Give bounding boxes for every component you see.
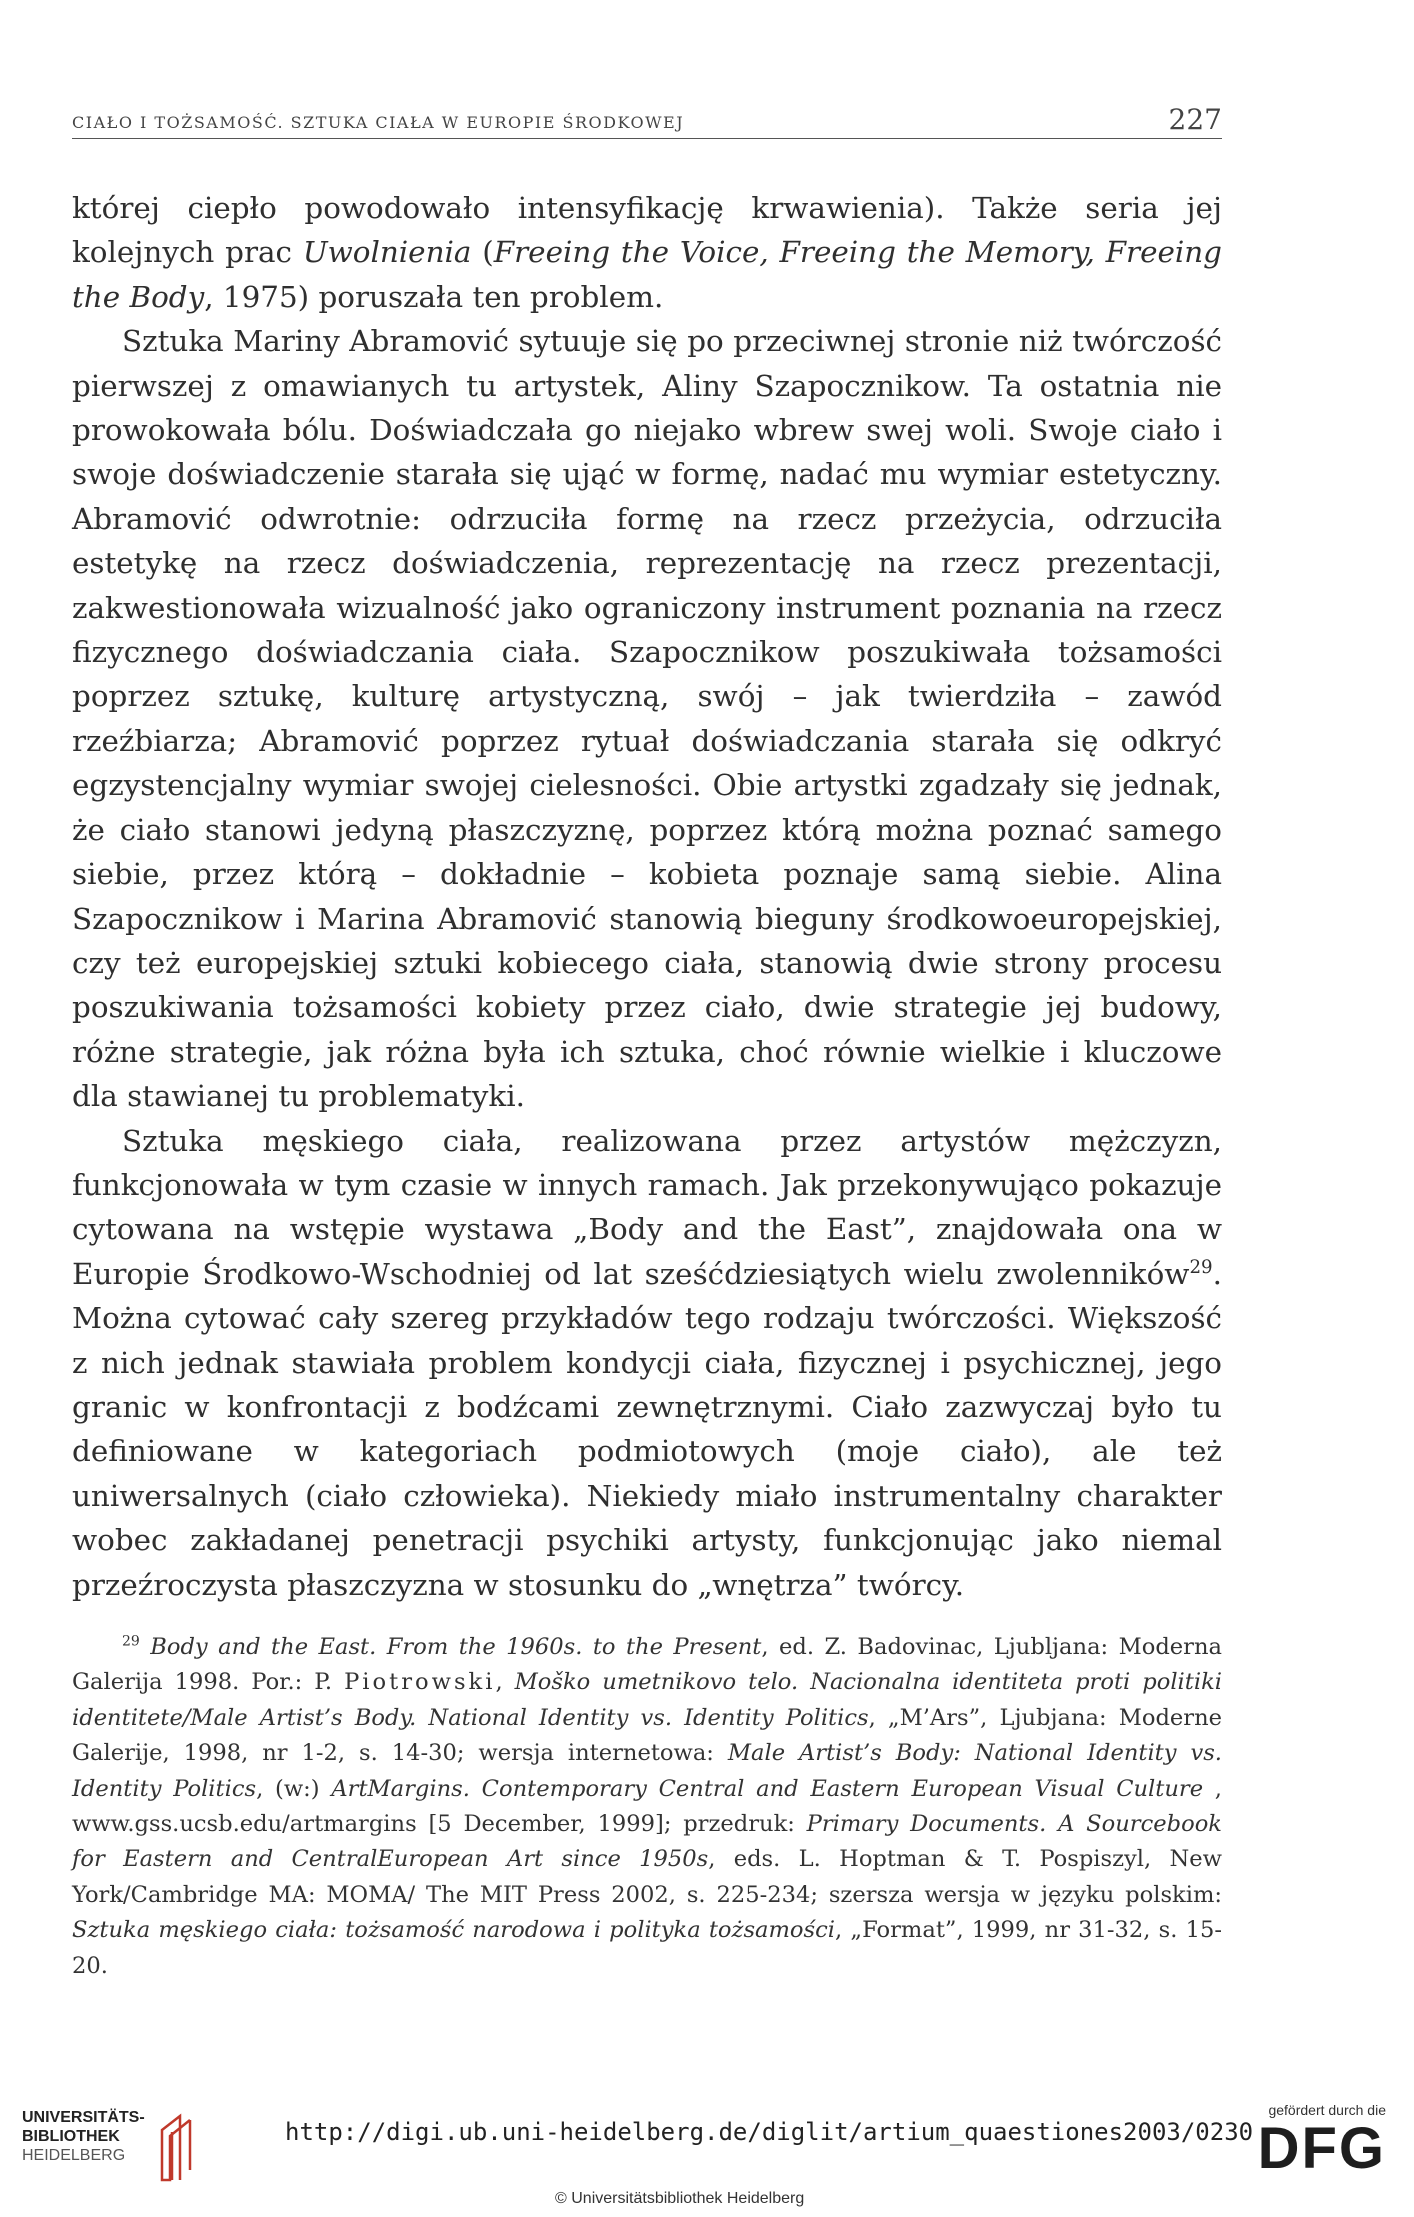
paragraph-1 bbox=[72, 186, 1222, 319]
library-name-line: UNIVERSITÄTS- bbox=[22, 2109, 145, 2126]
library-emblem-icon bbox=[150, 2110, 202, 2186]
text-run: , ed. Z. Badovinac, Ljubljana: Moderna Galerija 1998. Por.: P. bbox=[72, 1634, 1222, 1696]
italic-title: ArtMargins. Contemporary Central and Eastern European Visual Culture bbox=[331, 1775, 1204, 1802]
author-name: Piotrowski bbox=[344, 1669, 496, 1696]
page-number: 227 bbox=[1168, 103, 1222, 136]
footnote-29 bbox=[72, 1630, 1222, 1984]
main-text bbox=[72, 186, 1222, 1607]
text-run: , www.gss.ucsb.edu/artmargins [5 December, 1999]; przedruk: bbox=[72, 1775, 1222, 1838]
library-name-line: HEIDELBERG bbox=[22, 2147, 126, 2164]
text-run: , „Format”, 1999, nr 31-32, s. 15-20. bbox=[72, 1917, 1222, 1979]
paragraph-2: Sztuka Mariny Abramović sytuuje się po przeciwnej stronie niż twórczość pierwszej z omawianych tu artystek, Aliny Szapocznikow. Ta ostatnia nie prowokowała bólu. Doświadczała go niejako wbrew swej woli. Swoje ciało i swoje doświadczenie starała się ująć w formę, nadać mu wymiar estetyczny. Abramović odwrotnie: odrzuciła formę na rzecz przeżycia, odrzuciła estetykę na rzecz doświadczenia, reprezentację na rzecz prezentacji, zakwestionowała wizualność jako ograniczony instrument poznania na rzecz fizycznego doświadczania ciała. Szapocznikow poszukiwała tożsamości poprzez sztukę, kulturę artystyczną, swój – jak twierdziła – zawód rzeźbiarza; Abramović poprzez rytuał doświadczania starała się odkryć egzystencjalny wymiar swojej cielesności. Obie artystki zgadzały się jednak, że ciało stanowi jedyną płaszczyznę, poprzez którą można poznać samego siebie, przez którą – dokładnie – kobieta poznaje samą siebie. Alina Szapocznikow i Marina Abramović stanowią bieguny środkowoeuropejskiej, czy też europejskiej sztuki kobiecego ciała, stanowią dwie strony procesu poszukiwania tożsamości kobiety przez ciało, dwie strategie jej budowy, różne strategie, jak różna była ich sztuka, choć równie wielkie i kluczowe dla stawianej tu problematyki. bbox=[72, 324, 1222, 1114]
italic-title: Primary Documents. A Sourcebook for Eastern and CentralEuropean Art since 1950s bbox=[72, 1811, 1222, 1873]
running-head: CIAŁO I TOŻSAMOŚĆ. SZTUKA CIAŁA W EUROPIE ŚRODKOWEJ bbox=[72, 113, 685, 132]
library-logo[interactable] bbox=[22, 2108, 202, 2188]
funded-by-label: gefördert durch die bbox=[1268, 2102, 1386, 2118]
footnotes bbox=[72, 1630, 1222, 1984]
text-run: , „M’Ars”, Ljubjana: Moderne Galerije, 1998, nr 1-2, s. 14-30; wersja internetowa: bbox=[72, 1704, 1222, 1767]
italic-title: Freeing the Voice, Freeing the Memory, Freeing the Body bbox=[72, 235, 1222, 314]
text-run: , bbox=[495, 1669, 515, 1696]
text-run: Sztuka męskiego ciała, realizowana przez artystów mężczyzn, funkcjonowała w tym czasie w innych ramach. Jak przekonywująco pokazuje cytowana na wstępie wystawa „Body and the East”, znajdowała ona w Europie Środkowo-Wschodniej od lat sześćdziesiątych wielu zwolenników bbox=[72, 1123, 1222, 1291]
library-name-line: BIBLIOTHEK bbox=[22, 2128, 120, 2145]
italic-title: Sztuka męskiego ciała: tożsamość narodowa i polityka tożsamości bbox=[72, 1917, 836, 1944]
dfg-funding-logo[interactable] bbox=[1246, 2102, 1386, 2180]
footnote-number: 29 bbox=[122, 1633, 140, 1650]
text-run: ( bbox=[471, 235, 494, 270]
digitization-footer bbox=[0, 2080, 1414, 2217]
text-run: , (w:) bbox=[256, 1775, 332, 1802]
page-header bbox=[72, 96, 1222, 139]
footnote-reference[interactable]: 29 bbox=[1189, 1256, 1213, 1278]
italic-title: Uwolnienia bbox=[302, 235, 472, 270]
text-run: , eds. L. Hoptman & T. Pospiszyl, New York/Cambridge MA: MOMA/ The MIT Press 2002, s. 225-234; szersza wersja w języku polskim: bbox=[72, 1846, 1222, 1908]
library-name bbox=[22, 2108, 145, 2165]
italic-title: Body and the East. From the 1960s. to the Present bbox=[150, 1634, 762, 1660]
text-run: której ciepło powodowało intensyfikację krwawienia). Także seria jej kolejnych prac bbox=[72, 191, 1222, 270]
text-run: . Można cytować cały szereg przykładów tego rodzaju twórczości. Większość z nich jednak stawiała problem kondycji ciała, fizycznej i psychicznej, jego granic w konfrontacji z bodźcami zewnętrznymi. Ciało zazwyczaj było tu definiowane w kategoriach podmiotowych (moje ciało), ale też uniwersalnych (ciało człowieka). Niekiedy miało instrumentalny charakter wobec zakładanej penetracji psychiki artysty, funkcjonując jako niemal przeźroczysta płaszczyzna w stosunku do „wnętrza” twórcy. bbox=[72, 1256, 1222, 1602]
paragraph-3 bbox=[72, 1119, 1222, 1607]
dfg-logo: DFG bbox=[1257, 2116, 1386, 2181]
italic-title: Male Artist’s Body: National Identity vs. Identity Politics bbox=[72, 1740, 1222, 1802]
copyright-notice: © Universitätsbibliothek Heidelberg bbox=[555, 2190, 805, 2207]
permalink-url[interactable]: http://digi.ub.uni-heidelberg.de/diglit/artium_quaestiones2003/0230 bbox=[285, 2118, 1254, 2146]
italic-title: Moško umetnikovo telo. Nacionalna identiteta proti politiki identitete/Male Artist’s Body. National Identity vs. Identity Politics bbox=[72, 1669, 1222, 1731]
text-run: , 1975) poruszała ten problem. bbox=[204, 279, 664, 314]
